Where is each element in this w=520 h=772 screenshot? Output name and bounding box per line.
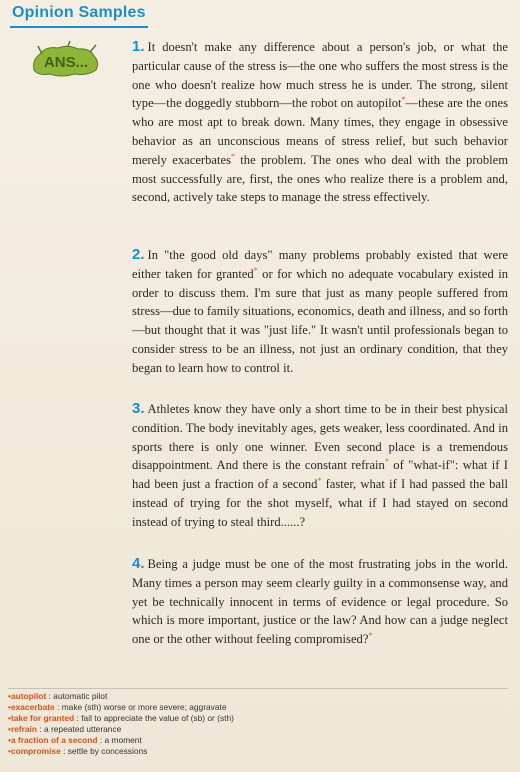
footnote-marker: * <box>401 95 406 105</box>
paragraph-text: In "the good old days" many problems probably existed that were either taken for granted <box>132 248 508 281</box>
footnote-marker: * <box>317 476 322 485</box>
paragraph-number: 2. <box>132 246 145 263</box>
footnote-marker: * <box>384 457 389 467</box>
paragraph-text: faster, what if I had passed the ball instead of trying for the shot myself, what if I had stayed on second instead of trying to steal third......? <box>132 477 508 529</box>
footnote-marker: * <box>368 631 373 640</box>
paragraph-text: —these are the ones who are most apt to break down. Many times, they engage in obsessive behavior as an unconscious means of stress relief, but such behavior merely exacerbates <box>132 96 508 167</box>
ans-logo-icon <box>28 40 104 80</box>
footnote-item: •a fraction of a second : a moment <box>8 735 142 746</box>
opinion-paragraph-4 <box>132 555 508 649</box>
footnote-divider <box>8 688 508 689</box>
paragraph-text: the problem. The ones who deal with the problem most successfully are, first, the ones who realize there is a problem and, second, actively take steps to manage the stress effectively. <box>132 152 509 205</box>
paragraph-number: 4. <box>132 555 145 572</box>
footnote-marker: * <box>253 265 258 275</box>
footnote-item: •exacerbate : make (sth) worse or more severe; aggravate <box>8 702 227 713</box>
paragraph-number: 1. <box>132 38 145 55</box>
paragraph-text: Athletes know they have only a short time to be in their best physical condition. The body inevitably ages, gets weaker, less coordinated. And in sports there is only one winner. Even second place is a tremendous disappointment. And there is the constant refrain <box>132 402 508 473</box>
title-underline <box>10 26 148 28</box>
opinion-paragraph-1 <box>132 38 508 207</box>
footnote-item: •compromise : settle by concessions <box>8 746 148 757</box>
footnote-item: •take for granted : fail to appreciate the value of (sb) or (sth) <box>8 713 234 724</box>
paragraph-text: of "what-if": what if I had been just a fraction of a second <box>132 458 509 492</box>
section-title: Opinion Samples <box>12 4 146 21</box>
paragraph-text: It doesn't make any difference about a person's job, or what the particular cause of the stress is—the one who suffers the most stress is the one who doesn't realize how much stress he is under. The strong, silent type—the doggedly stubborn—the robot on autopilot <box>132 40 508 111</box>
paragraph-text: Being a judge must be one of the most frustrating jobs in the world. Many times a person may seem clearly guilty in a commonsense way, and yet be technically innocent in terms of evidence or legal procedure. So which is more important, justice or the law? And how can a judge neglect one or the other without feeling compromised? <box>132 557 508 647</box>
glossary-footnotes <box>8 691 508 758</box>
footnote-marker: * <box>231 151 235 161</box>
paragraph-number: 3. <box>132 400 145 417</box>
opinion-paragraph-2 <box>132 246 508 378</box>
footnote-item: •autopilot : automatic pilot <box>8 691 108 701</box>
footnote-item: •refrain : a repeated utterance <box>8 724 122 735</box>
logo-text: ANS... <box>43 54 89 71</box>
opinion-paragraph-3 <box>132 400 508 532</box>
paragraph-text: or for which no adequate vocabulary existed in order to discuss them. I'm sure that just as many people suffered from stress—due to family situations, economics, death and illness, and so forth—but thought that it was "just life." It wasn't until professionals began to consider stress to be an illness, not just an ordinary condition, that they began to learn how to control it. <box>132 266 508 375</box>
